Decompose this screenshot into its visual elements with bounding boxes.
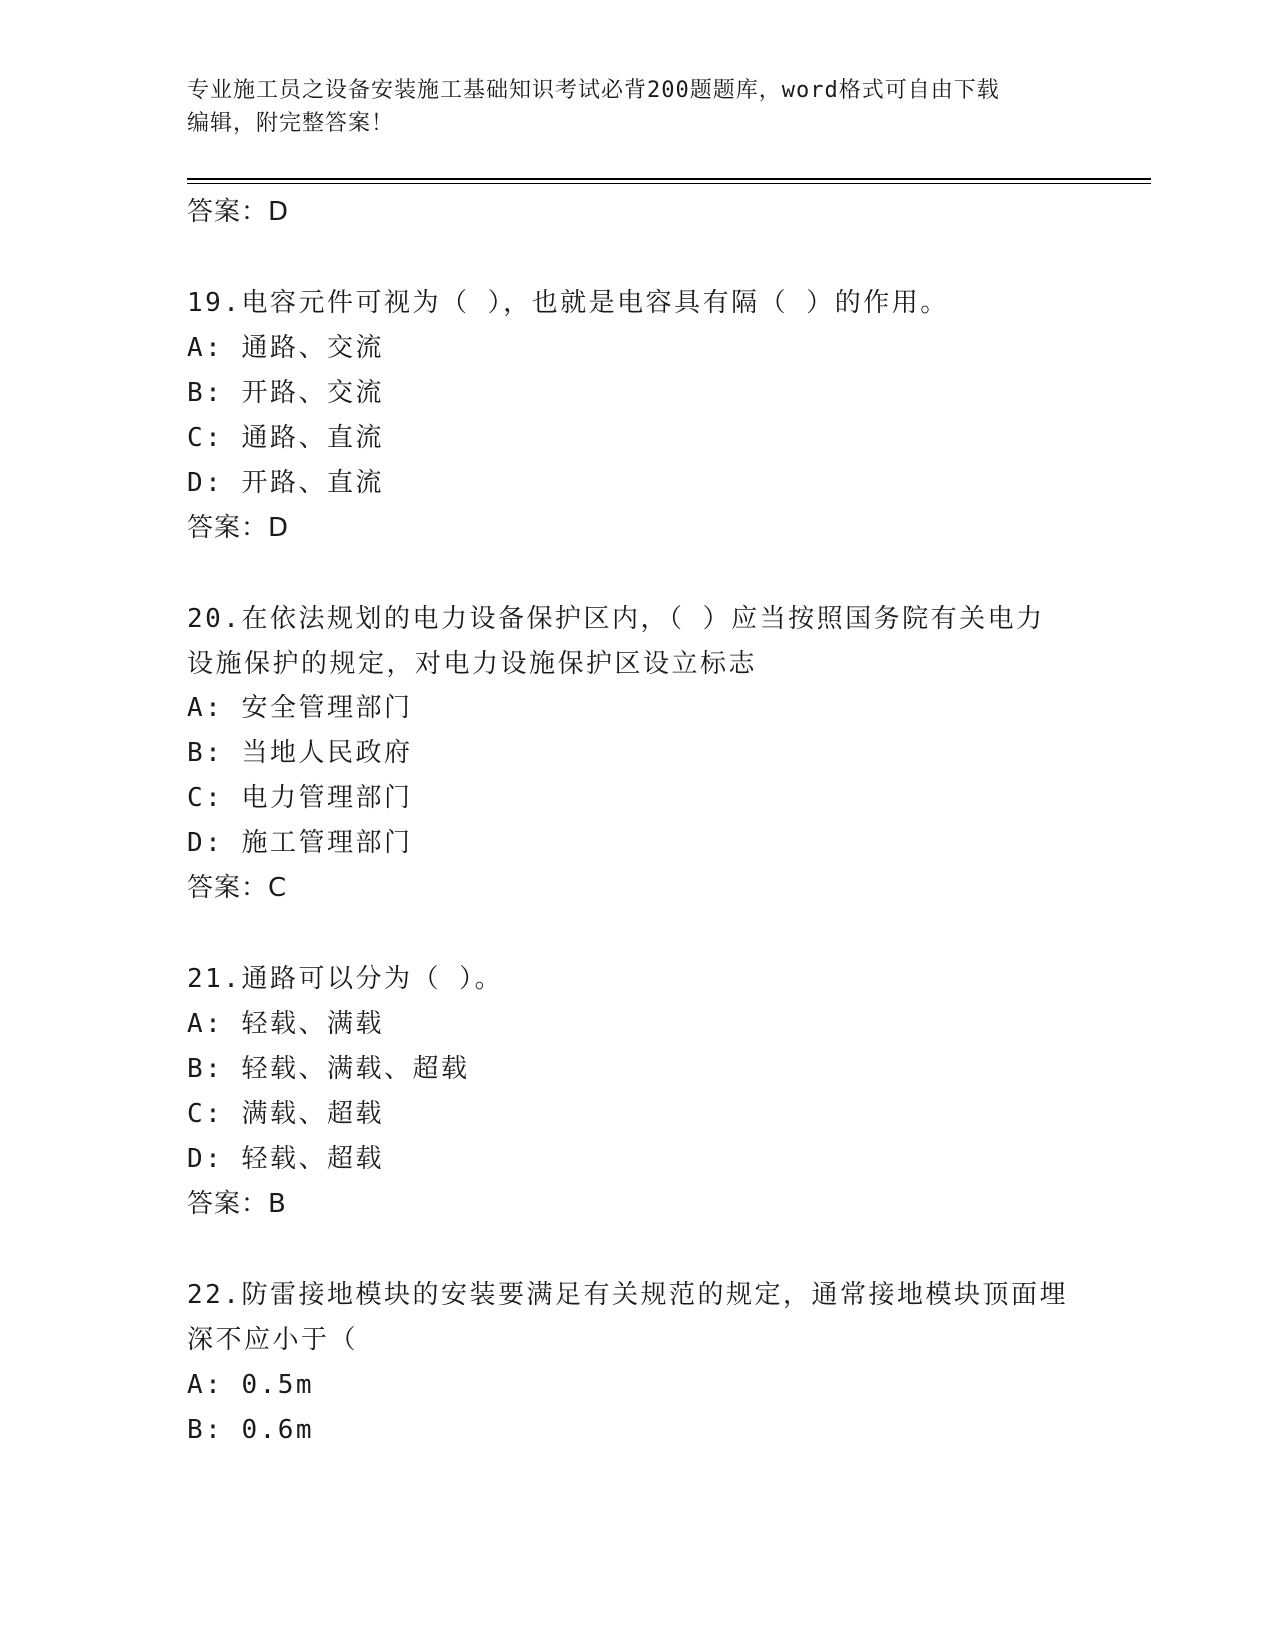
option-c: C: 通路、直流	[187, 422, 384, 453]
option-b: B: 开路、交流	[187, 377, 384, 408]
document-header	[187, 74, 1087, 140]
question-block-22	[187, 1273, 1087, 1453]
answer: 答案：C	[187, 873, 288, 904]
question-text-line-1: 22.防雷接地模块的安装要满足有关规范的规定，通常接地模块顶面埋	[187, 1280, 1068, 1311]
question-block-21	[187, 957, 1087, 1226]
previous-answer: 答案：D	[187, 197, 290, 227]
option-b: B: 0.6m	[187, 1414, 315, 1445]
option-a: A: 通路、交流	[187, 332, 384, 363]
header-line-2: 编辑，附完整答案！	[187, 111, 395, 136]
question-block-19	[187, 281, 1087, 550]
answer: 答案：B	[187, 1189, 287, 1220]
question-text: 21.通路可以分为（ ）。	[187, 964, 504, 995]
question-text-line-1: 20.在依法规划的电力设备保护区内，（ ）应当按照国务院有关电力	[187, 603, 1045, 634]
question-block-20	[187, 597, 1087, 911]
question-text-line-2: 设施保护的规定，对电力设施保护区设立标志	[187, 648, 758, 679]
option-d: D: 开路、直流	[187, 467, 384, 498]
spacer	[187, 550, 1087, 597]
option-d: D: 轻载、超载	[187, 1144, 384, 1175]
question-text: 19.电容元件可视为（ ），也就是电容具有隔（ ）的作用。	[187, 288, 949, 318]
option-a: A: 轻载、满载	[187, 1009, 384, 1040]
option-a: A: 0.5m	[187, 1369, 315, 1400]
header-divider-thick	[187, 178, 1151, 180]
spacer	[187, 910, 1087, 957]
option-b: B: 轻载、满载、超载	[187, 1054, 470, 1085]
question-content	[187, 190, 1087, 1453]
question-text-line-2: 深不应小于（	[187, 1324, 359, 1355]
option-d: D: 施工管理部门	[187, 828, 413, 859]
option-b: B: 当地人民政府	[187, 738, 413, 769]
option-c: C: 满载、超载	[187, 1099, 384, 1130]
header-divider-thin	[187, 183, 1151, 184]
spacer	[187, 234, 1087, 281]
answer: 答案：D	[187, 512, 290, 543]
option-a: A: 安全管理部门	[187, 693, 413, 724]
spacer	[187, 1226, 1087, 1273]
header-line-1: 专业施工员之设备安装施工基础知识考试必背200题题库，word格式可自由下载	[187, 78, 1000, 103]
option-c: C: 电力管理部门	[187, 783, 413, 814]
